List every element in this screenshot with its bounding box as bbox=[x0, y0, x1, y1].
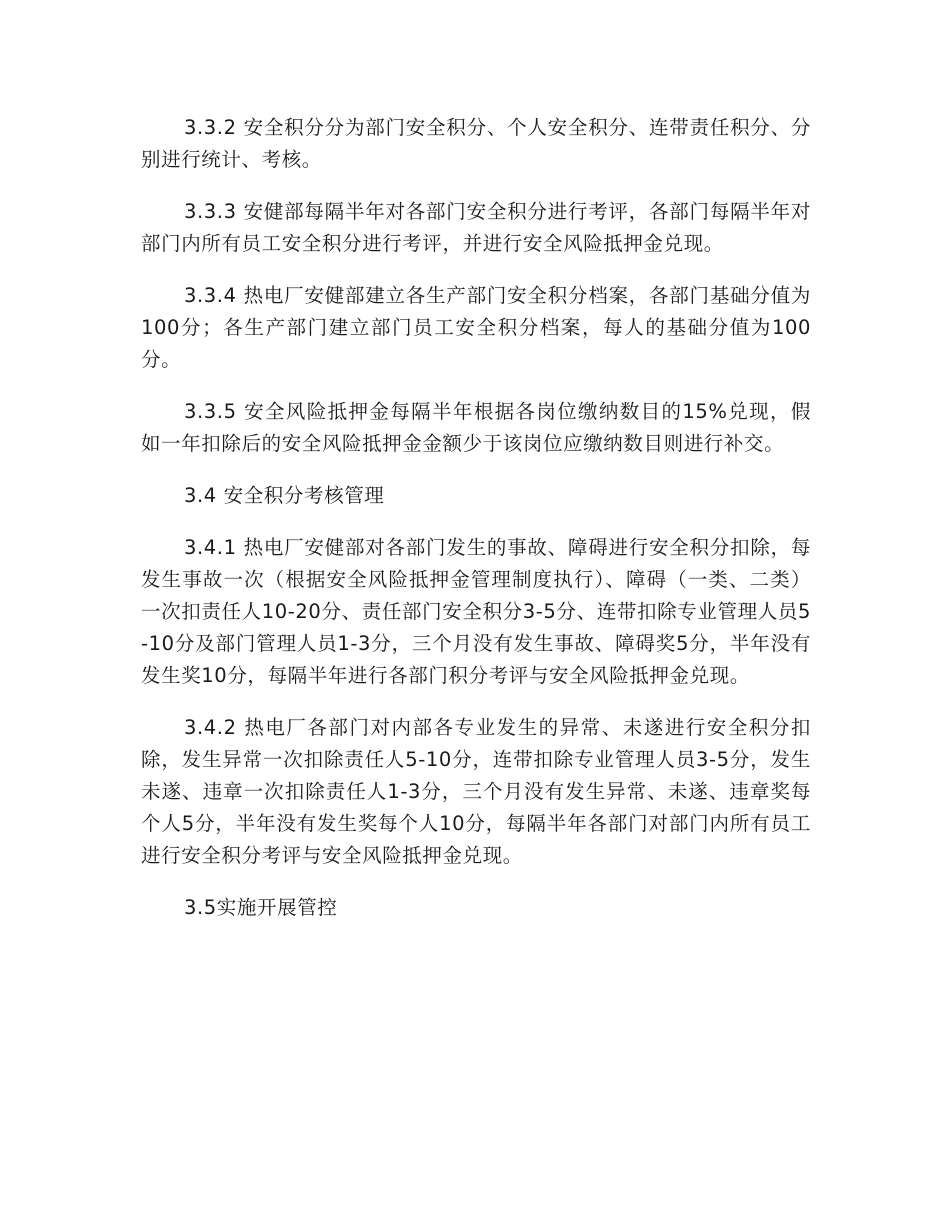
paragraph-3-4-1: 3.4.1 热电厂安健部对各部门发生的事故、障碍进行安全积分扣除，每发生事故一次（根据安全风险抵押金管理制度执行）、障碍（一类、二类）一次扣责任人10-20分、责任部门安全积分3-5分、连带扣除专业管理人员5-10分及部门管理人员1-3分，三个月没有发生事故、障碍奖5分，半年没有发生奖10分，每隔半年进行各部门积分考评与安全风险抵押金兑现。 bbox=[141, 536, 811, 687]
section-heading-3-5: 3.5实施开展管控 bbox=[184, 896, 338, 919]
paragraph-3-3-3: 3.3.3 安健部每隔半年对各部门安全积分进行考评，各部门每隔半年对部门内所有员工安全积分进行考评，并进行安全风险抵押金兑现。 bbox=[141, 200, 811, 255]
paragraph-3-3-4: 3.3.4 热电厂安健部建立各生产部门安全积分档案，各部门基础分值为100分；各生产部门建立部门员工安全积分档案，每人的基础分值为100分。 bbox=[141, 284, 811, 371]
paragraph-3-3-2: 3.3.2 安全积分分为部门安全积分、个人安全积分、连带责任积分、分别进行统计、考核。 bbox=[141, 116, 811, 171]
paragraph-3-4-2: 3.4.2 热电厂各部门对内部各专业发生的异常、未遂进行安全积分扣除，发生异常一次扣除责任人5-10分，连带扣除专业管理人员3-5分，发生未遂、违章一次扣除责任人1-3分，三个月没有发生异常、未遂、违章奖每个人5分，半年没有发生奖每个人10分，每隔半年各部门对部门内所有员工进行安全积分考评与安全风险抵押金兑现。 bbox=[141, 716, 811, 867]
paragraph-3-3-5: 3.3.5 安全风险抵押金每隔半年根据各岗位缴纳数目的15%兑现，假如一年扣除后的安全风险抵押金金额少于该岗位应缴纳数目则进行补交。 bbox=[141, 400, 811, 455]
document-body bbox=[141, 112, 811, 944]
section-heading-3-4: 3.4 安全积分考核管理 bbox=[184, 484, 385, 507]
